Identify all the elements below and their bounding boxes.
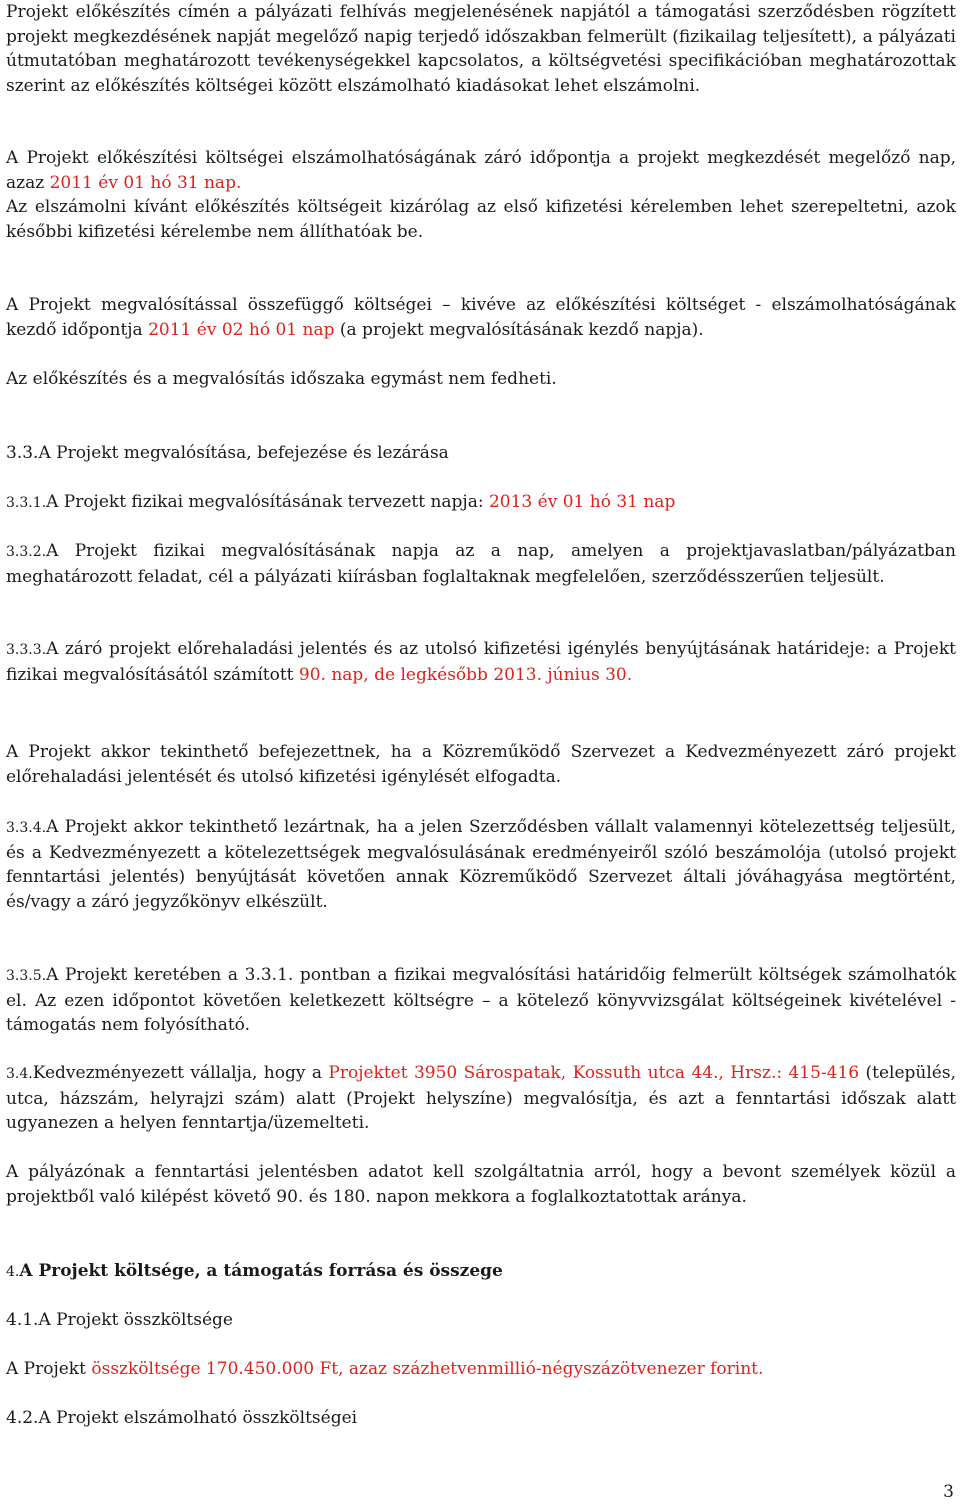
section-4-number: 4. (6, 1264, 20, 1280)
paragraph-no-overlap: Az előkészítés és a megvalósítás időszaka egymást nem fedheti. (6, 369, 557, 389)
section-3-3-3-deadline: 90. nap, de legkésőbb 2013. június 30. (298, 664, 633, 685)
section-3-3-4-text: A Projekt akkor tekinthető lezártnak, ha a jelen Szerződésben vállalt valamennyi kötelezettség teljesült, és a Kedvezményezett a kötelezettségek megvalósulásának eredményeiről szóló beszámolója (utolsó projekt fenntartási jelentés) benyújtását követően annak Közreműködő Szervezet általi jóváhagyása megtörtént, és/vagy a záró jegyzőkönyv elkészült. (6, 817, 956, 912)
section-3-3-3-number: 3.3.3. (6, 642, 47, 658)
paragraph-first-payment-request: Az elszámolni kívánt előkészítés költségeit kizárólag az első kifizetési kérelemben lehet szerepeltetni, azok későbbi kifizetési kérelembe nem állíthatóak be. (6, 197, 956, 242)
paragraph-preparation-deadline (6, 146, 956, 195)
section-3-3-5-text: A Projekt keretében a 3.3.1. pontban a fizikai megvalósítási határidőig felmerült költségek számolhatók el. Az ezen időpontot követően keletkezett költségre – a kötelező könyvvizsgálat költségeinek kivételével - támogatás nem folyósítható. (6, 965, 956, 1036)
section-3-3-title: A Projekt megvalósítása, befejezése és lezárása (38, 443, 449, 463)
total-cost-label: A Projekt (6, 1359, 92, 1379)
section-4-2-heading (6, 1406, 956, 1431)
section-3-3-2-number: 3.3.2. (6, 544, 47, 560)
implementation-start-date: 2011 év 02 hó 01 nap (148, 319, 335, 340)
section-3-3-1-text: A Projekt fizikai megvalósításának tervezett napja: (46, 492, 489, 512)
section-3-3-heading (6, 441, 956, 466)
section-3-3-3-text: A záró projekt előrehaladási jelentés és az utolsó kifizetési igénylés benyújtásának határideje: a Projekt fizikai megvalósításától számított (6, 639, 956, 685)
section-3-3-1 (6, 490, 956, 516)
section-3-4-text: Kedvezményezett vállalja, hogy a (32, 1063, 329, 1083)
preparation-deadline-text: A Projekt előkészítési költségei elszámolhatóságának záró időpontja a projekt megkezdését megelőző nap, azaz (6, 148, 956, 193)
total-cost-value: összköltsége 170.450.000 Ft, azaz százhetvenmillió-négyszázötvenezer forint. (91, 1359, 764, 1379)
implementation-start-text: A Projekt megvalósítással összefüggő költségei – kivéve az előkészítési költséget - elszámolhatóságának kezdő időpontja (6, 295, 956, 340)
paragraph-project-completed: A Projekt akkor tekinthető befejezettnek, ha a Közreműködő Szervezet a Kedvezményezett záró projekt előrehaladási jelentését és utolsó kifizetési igénylését elfogadta. (6, 742, 956, 787)
section-3-3-1-number: 3.3.1. (6, 495, 47, 511)
section-4-1-heading (6, 1308, 956, 1333)
section-4-title: A Projekt költsége, a támogatás forrása és összege (19, 1261, 503, 1281)
section-4-2-number: 4.2. (6, 1408, 39, 1428)
section-3-3-5-number: 3.3.5. (6, 968, 47, 984)
section-3-3-5 (6, 963, 956, 1038)
preparation-deadline-date: 2011 év 01 hó 31 nap. (49, 172, 242, 193)
section-3-4 (6, 1061, 956, 1136)
paragraph-total-cost (6, 1357, 956, 1382)
paragraph-preparation-costs: Projekt előkészítés címén a pályázati felhívás megjelenésének napjától a támogatási szerződésben rögzített projekt megkezdésének napját megelőző napig terjedő időszakban felmerült (fizikailag teljesített), a pályázati útmutatóban meghatározott tevékenységekkel kapcsolatos, a költségvetési specifikációban meghatározottak szerint az előkészítés költségei között elszámolható kiadásokat lehet elszámolni. (6, 2, 956, 96)
project-location: Projektet 3950 Sárospatak, Kossuth utca 44., Hrsz.: 415-416 (328, 1063, 860, 1083)
page-number: 3 (943, 1482, 954, 1502)
section-3-3-2 (6, 539, 956, 589)
section-4-heading (6, 1259, 956, 1285)
section-3-3-3 (6, 637, 956, 687)
section-4-1-title: A Projekt összköltsége (38, 1310, 233, 1330)
paragraph-employment-ratio: A pályázónak a fenntartási jelentésben adatot kell szolgáltatnia arról, hogy a bevont személyek közül a projektből való kilépést követő 90. és 180. napon mekkora a foglalkoztatottak aránya. (6, 1162, 956, 1207)
section-3-3-number: 3.3. (6, 443, 39, 463)
section-4-1-number: 4.1. (6, 1310, 39, 1330)
section-3-4-number: 3.4. (6, 1066, 33, 1082)
implementation-start-note: (a projekt megvalósításának kezdő napja). (334, 319, 704, 340)
section-3-4-text-end: (település, utca, házszám, helyrajzi szám) alatt (Projekt helyszíne) megvalósítja, és azt a fenntartási időszak alatt ugyanezen a helyen fenntartja/üzemelteti. (6, 1063, 956, 1134)
section-3-3-4 (6, 815, 956, 914)
paragraph-implementation-start (6, 293, 956, 342)
section-3-3-2-text: A Projekt fizikai megvalósításának napja az a nap, amelyen a projektjavaslatban/pályázatban meghatározott feladat, cél a pályázati kiírásban foglaltaknak megfelelően, szerződésszerűen teljesült. (6, 541, 956, 587)
section-3-3-1-date: 2013 év 01 hó 31 nap (488, 492, 676, 512)
section-3-3-4-number: 3.3.4. (6, 820, 47, 836)
section-4-2-title: A Projekt elszámolható összköltségei (38, 1408, 358, 1428)
